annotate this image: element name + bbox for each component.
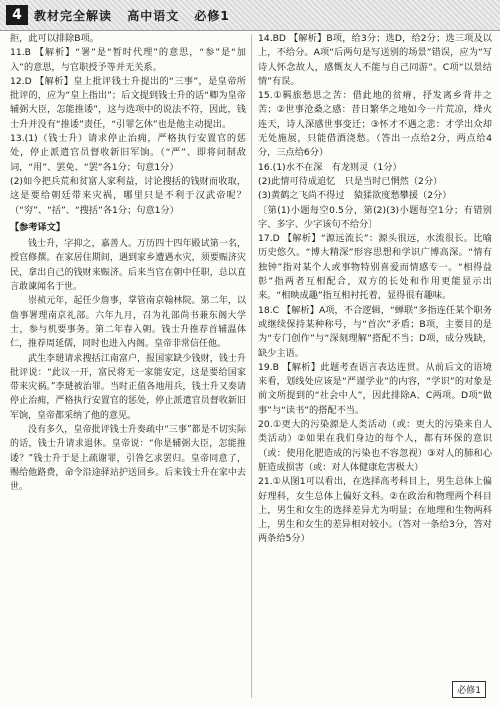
answer-paragraph: 没有多久，皇帝批评钱士升奏疏中“三事”都是不切实际的话，钱士升请求退休。皇帝说：“你是辅弼大臣，怎能推诿？”钱士升于是上疏谢罪，引咎乞求罢归。皇帝同意了，赐给他路费，命令沿途驿站护送回乡。后来钱士升在家中去世。 [10,425,246,493]
answer-paragraph: 武生李琎请求搜括江南富户，报国家缺少钱财，钱士升批评说：“此议一开，富民将无一家能安定，这是要给国家带来灾祸。”李琎被治罪。当时正值各地用兵，钱士升又奏请停止治痈，严格执行安置官的惩处，停止派遣官员督收新旧军饷，皇帝都采纳了他的意见。 [10,353,246,421]
reference-heading: 【参考译文】 [10,221,66,233]
footer-mark: 必修1 [452,681,486,698]
page-header [0,0,500,31]
left-column [10,32,246,700]
answer-paragraph: 20.①更大的污染源是人类活动（或：更大的污染来自人类活动）②如果在我们身边的每个人，都有环保的意识（或：使用化肥造成的污染也不容忽视）③对人的肺和心脏造成损害（或：对人体健康危害极大） [258,419,492,473]
subject-name: 高中语文 [127,9,180,23]
answer-paragraph: 钱士升，字抑之，嘉善人。万历四十四年殿试第一名，授官修撰。在家居住期间，遇到家乡遭遇水灾，须要赈济灾民，拿出自己的钱财来赈济。后来当官在朝中任职，总以直言敢谏闻名于世。 [10,239,246,293]
page-number: 4 [6,5,28,25]
series-name: 教材完全解读 [34,9,113,23]
column-divider [251,34,252,698]
answer-paragraph: 18.C 【解析】A项，不合逻辑，“蝉联”多指连任某个职务或继续保持某种称号，与“首次”矛盾；B项，主要目的是为“专门创作”与“深刻理解”搭配不当；D项，成分残缺，缺少主语。 [258,304,492,359]
answer-paragraph: 15.①羁旅愁思之苦：借此地的贫瘠，抒发离乡背井之苦；②世事沧桑之感：昔日繁华之地如今一片荒凉，烽火连天，诗人深感世事变迁；③怀才不遇之悲：才学出众却无处施展，只能借酒浇愁。（答出一点给2分，两点给4分，三点给6分） [258,90,492,159]
volume-name: 必修1 [194,9,230,23]
answer-paragraph: 19.B 【解析】此题考查语言表达连贯。从前后文的语境来看，划线处应该是“严谨学业”的内容，“学识”的对象是前文所提到的“社会中人”，因此排除A、C两项。D项“做事”与“读书”的搭配不当。 [258,361,492,416]
answer-paragraph: 11.B 【解析】“署”是“暂时代理”的意思，“参”是“加入”的意思，与官职授予等并无关系。 [10,47,246,73]
answer-paragraph: 14.BD 【解析】B项，给3分；选D，给2分；选三项及以上，不给分。A项“后两句是写送别的场景”错误，应为“写诗人怀念故人，感慨友人不能与自己同游”。C项“以景结情”有误。 [258,33,492,87]
right-column [258,32,492,700]
answer-paragraph: (2)此情可待成追忆 只是当时已惘然（2分） [258,175,443,187]
answer-paragraph: 13.(1)（钱士升）请求停止治痈，严格执行安置官的惩处，停止派遣官员督收新旧军饷。（“严”、即将问制敌词，“用”、罢免、“罢”各1分；句意1分） [10,133,246,173]
answer-paragraph: 16.(1)水不在深 有龙则灵（1分） [258,161,402,173]
book-title [34,7,240,24]
answer-paragraph: 〔第(1)小题每空0.5分，第(2)(3)小题每空1分；有错别字、多字、少字该句不给分〕 [258,204,492,230]
answer-paragraph: (3)黄鹤之飞尚不得过 猿猱欲度愁攀援（2分） [258,190,452,202]
answer-paragraph: (2)如今把兵荒和贫富人家利益，讨论搜括的钱财而收取，这是要给朝廷带来灾祸，哪里只是不利于汉武帝呢？（“穷”、“括”、“搜括”各1分；句意1分） [10,175,246,216]
answer-paragraph: 12.D 【解析】皇上批评钱士升提出的“三事”，是皇帝所批评的，应为“皇上指出”；后文提到钱士升的话“卿为皇帝辅弼大臣，怎能推诿”，这与选项中的说法不符，因此，钱士升并没有“推诿”责任，“引罪乞休”也是他主动提出。 [10,75,246,130]
answer-paragraph: 17.D 【解析】“源远流长”：源头很远，水流很长。比喻历史悠久。“博大精深”形容思想和学识广博高深。“情有独钟”指对某个人或事物特别喜爱而情感专一。“相得益彰”指两者互相配合，双方的长处和作用更能显示出来。“相映成趣”指互相衬托着，显得很有趣味。 [258,233,492,302]
answer-paragraph: 21.①从图1可以看出，在选择高考科目上，男生总体上偏好理科，女生总体上偏好文科。②在政治和物理两个科目上，男生和女生的选择差异尤为明显；在地理和生物两科上，男生和女生的差异相对较小。（答对一条给3分，答对两条给5分） [258,476,492,545]
answer-paragraph: 拒，此可以排除B项。 [10,33,99,44]
answer-paragraph: 崇祯元年，起任少詹事，掌管南京翰林院。第二年，以詹事署理南京礼部。六年九月，召为礼部尚书兼东阁大学士，参与机要事务。第二年春入朝。钱士升推荐首辅温体仁，推荐周延儒，同时也进入内阁。皇帝非常信任他。 [10,296,246,350]
